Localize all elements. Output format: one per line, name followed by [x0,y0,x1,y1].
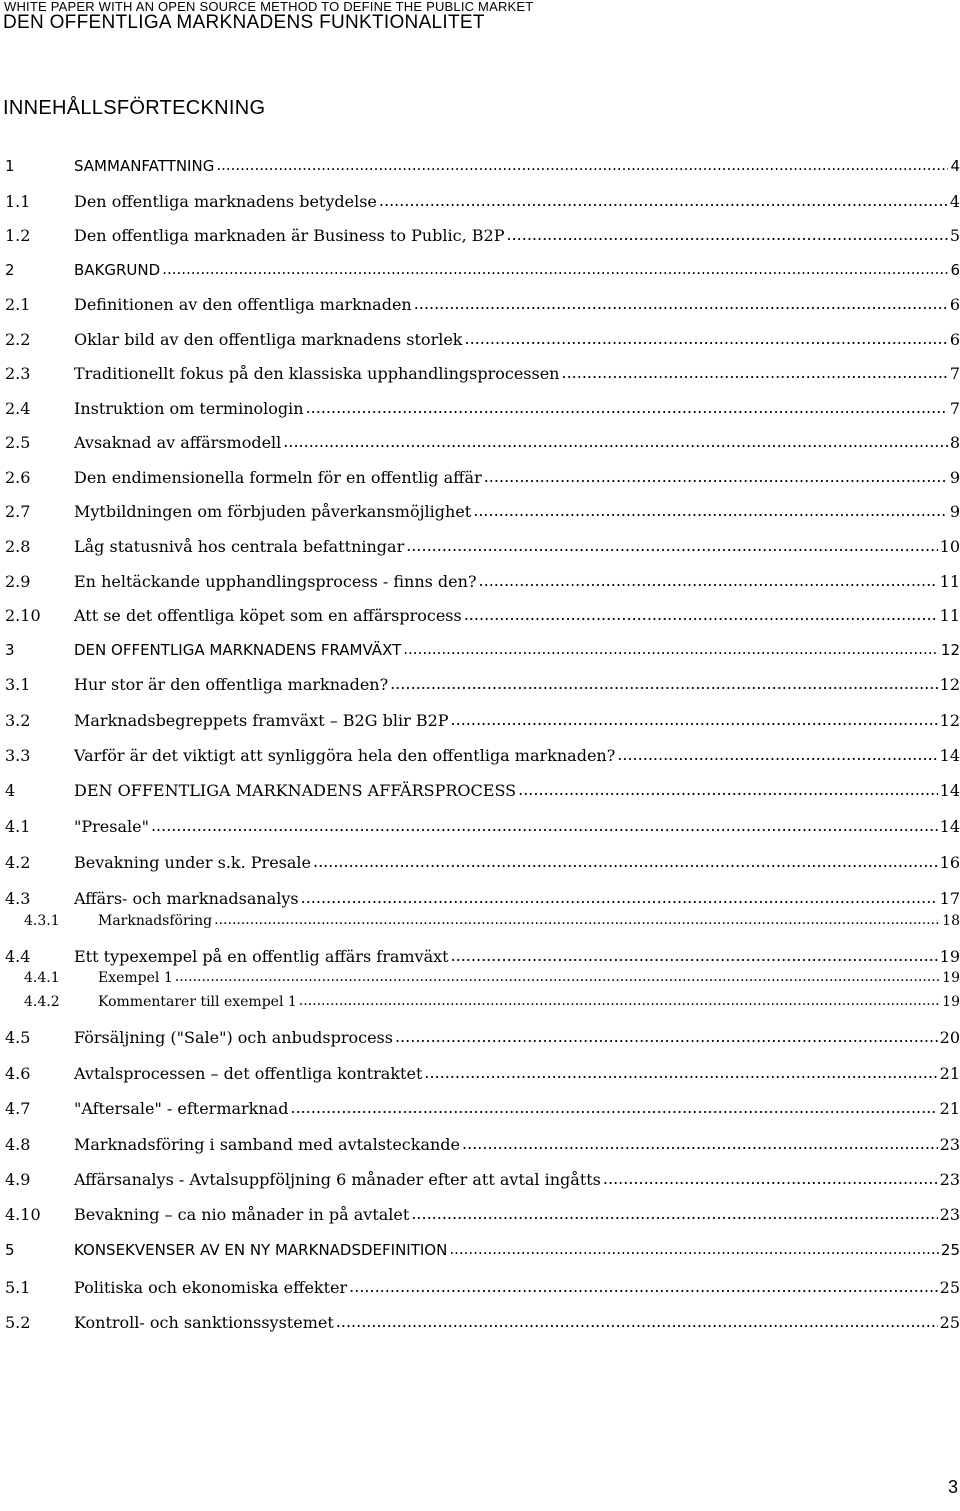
toc-entry[interactable] [5,781,960,800]
toc-entry-page: 6 [949,330,960,349]
toc-entry-page: 10 [939,537,960,556]
toc-entry-number: 2.7 [5,502,31,521]
toc-entry[interactable] [5,157,960,175]
toc-entry-page: 11 [939,572,960,591]
toc-entry[interactable] [5,261,960,279]
toc-entry[interactable] [5,330,960,349]
toc-leader [451,946,938,965]
toc-leader [473,501,948,520]
toc-entry[interactable] [24,913,960,929]
toc-entry-number: 4.1 [5,817,31,836]
toc-entry[interactable] [5,468,960,487]
toc-leader [301,888,938,907]
toc-entry-title: Politiska och ekonomiska effekter [74,1278,348,1297]
toc-entry-number: 4.2 [5,853,31,872]
toc-entry[interactable] [5,1064,960,1083]
toc-entry-title: Bevakning – ca nio månader in på avtalet [74,1205,410,1224]
toc-entry[interactable] [5,364,960,383]
toc-leader [214,912,940,928]
toc-entry-number: 4.3 [5,889,31,908]
toc-leader [306,398,948,417]
toc-entry-page: 23 [939,1135,960,1154]
toc-entry-number: 2.8 [5,537,31,556]
toc-entry-page: 6 [949,295,960,314]
toc-entry-number: 4.4.2 [24,994,60,1010]
toc-leader [151,816,938,835]
toc-leader [162,260,948,278]
toc-entry-number: 5.1 [5,1278,31,1297]
toc-entry-number: 4.8 [5,1135,31,1154]
toc-entry-number: 1.1 [5,192,31,211]
toc-entry-title: Avtalsprocessen – det offentliga kontraktet [74,1064,423,1083]
toc-leader [336,1312,938,1331]
toc-entry-number: 4.6 [5,1064,31,1083]
toc-leader [462,1134,938,1153]
toc-leader [406,536,937,555]
toc-leader [603,1169,938,1188]
toc-entry-page: 19 [942,994,960,1010]
toc-entry[interactable] [5,675,960,694]
toc-entry-number: 4 [5,781,16,800]
toc-entry[interactable] [5,711,960,730]
toc-entry-page: 25 [939,1313,960,1332]
toc-entry-page: 14 [939,781,960,800]
toc-leader [479,571,938,590]
toc-leader [390,674,937,693]
toc-leader [313,852,938,871]
toc-entry-number: 4.4.1 [24,970,60,986]
toc-entry-page: 17 [939,889,960,908]
toc-leader [283,432,948,451]
toc-entry-page: 9 [949,502,960,521]
toc-entry-title: Marknadsföring [98,913,213,929]
toc-entry-page: 7 [949,399,960,418]
toc-entry-number: 2.3 [5,364,31,383]
toc-leader [299,993,940,1009]
toc-entry-title: Affärsanalys - Avtalsuppföljning 6 månader efter att avtal ingåtts [74,1170,601,1189]
toc-entry-page: 5 [949,226,960,245]
toc-leader [411,1204,937,1223]
toc-entry[interactable] [5,502,960,521]
toc-entry-title: Försäljning ("Sale") och anbudsprocess [74,1028,393,1047]
toc-entry-page: 14 [939,817,960,836]
toc-leader [175,969,940,985]
toc-entry[interactable] [5,746,960,765]
toc-entry-title: BAKGRUND [74,261,161,279]
toc-entry-page: 4 [950,157,960,175]
toc-entry-title: En heltäckande upphandlingsprocess - finns den? [74,572,477,591]
toc-entry-page: 25 [939,1278,960,1297]
toc-entry-number: 4.4 [5,947,31,966]
toc-entry-number: 5.2 [5,1313,31,1332]
toc-entry-number: 1.2 [5,226,31,245]
toc-entry[interactable] [5,1205,960,1224]
toc-leader [449,1240,939,1258]
toc-leader [403,640,939,658]
page-number: 3 [947,1477,958,1497]
toc-entry[interactable] [5,572,960,591]
toc-entry-title: Att se det offentliga köpet som en affärsprocess [74,606,462,625]
toc-entry-number: 1 [5,157,15,175]
toc-entry-title: Instruktion om terminologin [74,399,304,418]
toc-entry-number: 3.2 [5,711,31,730]
toc-entry-number: 3.3 [5,746,31,765]
toc-entry-number: 2.6 [5,468,31,487]
toc-leader [424,1063,937,1082]
toc-entry[interactable] [5,817,960,836]
toc-entry[interactable] [24,994,960,1010]
toc-leader [561,363,947,382]
toc-leader [484,467,948,486]
toc-entry-page: 25 [940,1241,960,1259]
toc-entry-title: Marknadsbegreppets framväxt – B2G blir B2P [74,711,449,730]
toc-entry-title: Traditionellt fokus på den klassiska upphandlingsprocessen [74,364,560,383]
toc-entry-number: 2 [5,261,15,279]
toc-entry-page: 14 [939,746,960,765]
toc-entry-page: 6 [950,261,960,279]
toc-entry-page: 8 [949,433,960,452]
toc-entry-page: 4 [949,192,960,211]
toc-entry-page: 12 [939,675,960,694]
toc-entry-page: 12 [940,641,960,659]
toc-entry[interactable] [5,947,960,966]
toc-leader [379,191,948,210]
toc-entry-number: 3.1 [5,675,31,694]
toc-entry-title: Exempel 1 [98,970,173,986]
toc-entry-number: 2.2 [5,330,31,349]
toc-entry[interactable] [5,1278,960,1297]
toc-entry-page: 18 [942,913,960,929]
toc-entry-page: 19 [939,947,960,966]
toc-leader [464,605,938,624]
toc-entry[interactable] [5,1028,960,1047]
toc-entry-number: 2.4 [5,399,31,418]
toc-entry-title: Bevakning under s.k. Presale [74,853,311,872]
toc-entry-title: Oklar bild av den offentliga marknadens storlek [74,330,463,349]
toc-entry[interactable] [5,537,960,556]
toc-entry-title: "Presale" [74,817,149,836]
toc-entry-title: DEN OFFENTLIGA MARKNADENS FRAMVÄXT [74,641,402,659]
toc-leader [465,329,948,348]
toc-entry[interactable] [5,1099,960,1118]
toc-entry[interactable] [5,192,960,211]
toc-entry[interactable] [24,970,960,986]
toc-leader [518,780,938,799]
toc-entry-page: 20 [939,1028,960,1047]
toc-entry[interactable] [5,433,960,452]
toc-entry[interactable] [5,1313,960,1332]
toc-leader [451,710,938,729]
toc-leader [349,1277,937,1296]
toc-entry-title: "Aftersale" - eftermarknad [74,1099,289,1118]
toc-entry-title: KONSEKVENSER AV EN NY MARKNADSDEFINITION [74,1241,448,1259]
toc-entry-number: 2.1 [5,295,31,314]
toc-entry-title: DEN OFFENTLIGA MARKNADENS AFFÄRSPROCESS [74,781,517,800]
toc-entry-number: 2.10 [5,606,41,625]
toc-entry-page: 23 [939,1205,960,1224]
toc-entry[interactable] [5,295,960,314]
toc-entry[interactable] [5,641,960,659]
toc-entry-title: Hur stor är den offentliga marknaden? [74,675,389,694]
toc-entry-number: 2.9 [5,572,31,591]
toc-entry-number: 4.3.1 [24,913,60,929]
running-header-subtitle: WHITE PAPER WITH AN OPEN SOURCE METHOD TO DEFINE THE PUBLIC MARKET [4,0,534,14]
toc-entry-number: 3 [5,641,15,659]
toc-entry-page: 11 [939,606,960,625]
toc-entry-page: 21 [939,1099,960,1118]
toc-entry-page: 16 [939,853,960,872]
toc-entry-title: Mytbildningen om förbjuden påverkansmöjlighet [74,502,472,521]
toc-entry[interactable] [5,226,960,245]
toc-entry-page: 21 [939,1064,960,1083]
toc-entry-title: Kommentarer till exempel 1 [98,994,297,1010]
toc-entry-page: 12 [939,711,960,730]
toc-entry-title: Affärs- och marknadsanalys [74,889,299,908]
toc-leader [506,225,947,244]
toc-entry[interactable] [5,889,960,908]
toc-entry-page: 23 [939,1170,960,1189]
toc-leader [414,294,948,313]
toc-leader [290,1098,937,1117]
toc-entry[interactable] [5,853,960,872]
toc-entry-title: Kontroll- och sanktionssystemet [74,1313,334,1332]
toc-entry-title: SAMMANFATTNING [74,157,215,175]
toc-entry-title: Den offentliga marknadens betydelse [74,192,377,211]
running-header-title: DEN OFFENTLIGA MARKNADENS FUNKTIONALITET [3,12,485,33]
toc-entry[interactable] [5,1135,960,1154]
toc-entry-title: Låg statusnivå hos centrala befattningar [74,537,405,556]
toc-entry-number: 2.5 [5,433,31,452]
toc-entry[interactable] [5,1170,960,1189]
toc-entry-number: 4.5 [5,1028,31,1047]
toc-entry-page: 19 [942,970,960,986]
toc-entry-title: Avsaknad av affärsmodell [74,433,282,452]
toc-heading: INNEHÅLLSFÖRTECKNING [3,97,266,119]
toc-entry-title: Marknadsföring i samband med avtalsteckande [74,1135,461,1154]
toc-entry[interactable] [5,399,960,418]
toc-entry[interactable] [5,606,960,625]
toc-leader [617,745,937,764]
toc-entry-title: Den offentliga marknaden är Business to Public, B2P [74,226,505,245]
toc-entry-page: 9 [949,468,960,487]
toc-entry-title: Definitionen av den offentliga marknaden [74,295,412,314]
toc-leader [216,156,948,174]
toc-entry-title: Den endimensionella formeln för en offentlig affär [74,468,482,487]
toc-entry-number: 4.10 [5,1205,41,1224]
toc-entry-title: Ett typexempel på en offentlig affärs framväxt [74,947,449,966]
toc-entry-number: 4.9 [5,1170,31,1189]
toc-entry-number: 4.7 [5,1099,31,1118]
toc-entry-title: Varför är det viktigt att synliggöra hela den offentliga marknaden? [74,746,616,765]
toc-leader [395,1027,938,1046]
toc-entry-page: 7 [949,364,960,383]
toc-entry[interactable] [5,1241,960,1259]
toc-entry-number: 5 [5,1241,15,1259]
